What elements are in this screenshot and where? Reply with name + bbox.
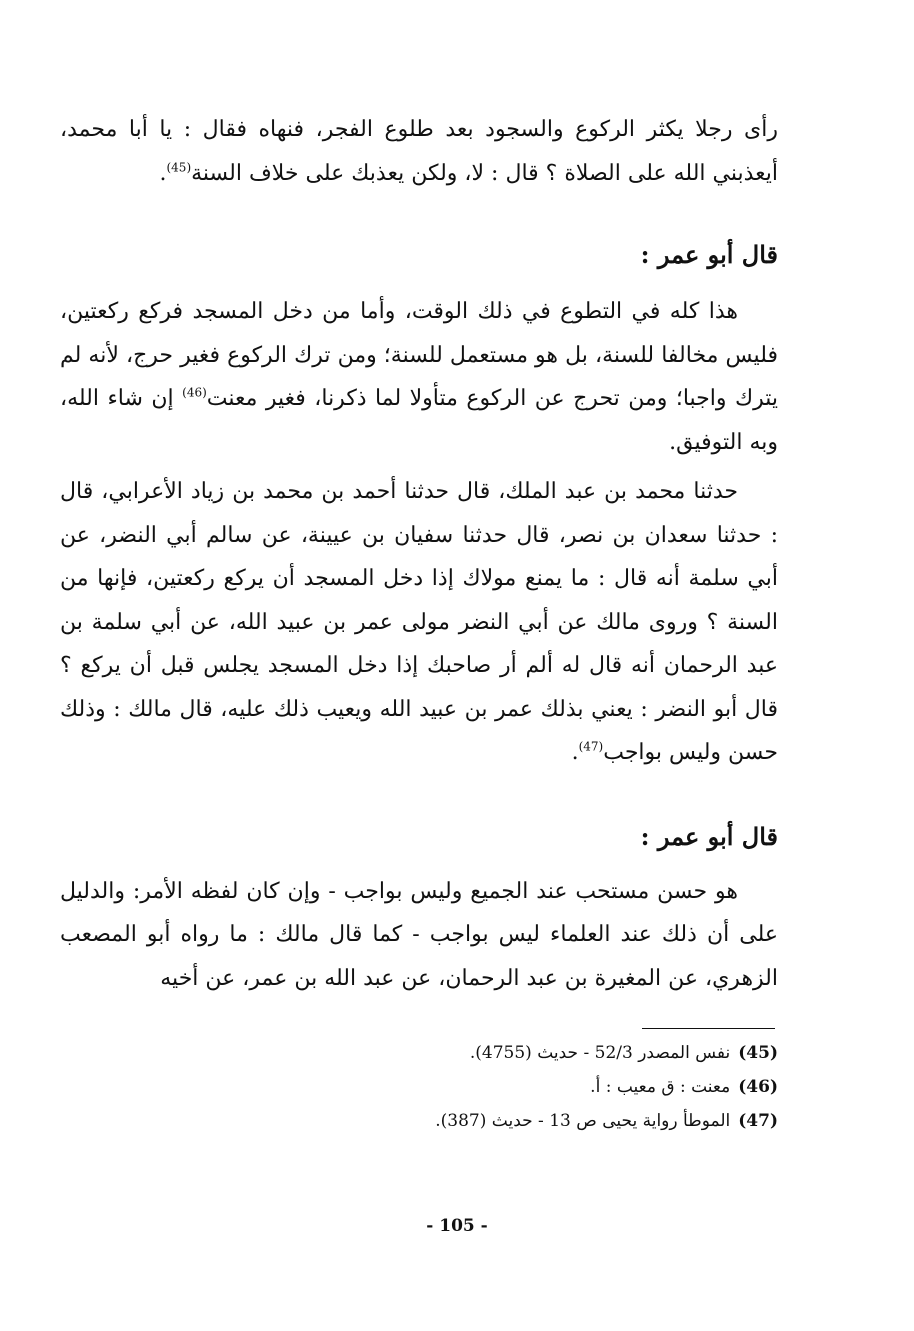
paragraph-2	[60, 290, 778, 464]
paragraph-3-text: حدثنا محمد بن عبد الملك، قال حدثنا أحمد بن محمد بن زياد الأعرابي، قال : حدثنا سعدان بن نصر، قال حدثنا سفيان بن عيينة، عن سالم أبي النضر، عن أبي سلمة أنه قال : ما يمنع مولاك إذا دخل المسجد أن يركع ركعتين، فإنها من السنة ؟ وروى مالك عن أبي النضر مولى عمر بن عبيد الله، عن أبي سلمة بن عبد الرحمان أنه قال له ألم أر صاحبك إذا دخل المسجد يجلس قبل أن يركع ؟ قال أبو النضر : يعني بذلك عمر بن عبيد الله ويعيب ذلك عليه، قال مالك : وذلك حسن وليس بواجب	[60, 479, 778, 765]
section-heading-1: قال أبو عمر :	[640, 240, 778, 269]
footnote-ref-47[interactable]: (47)	[578, 739, 604, 754]
page-number: - 105 -	[426, 1216, 488, 1236]
paragraph-2-text: هذا كله في التطوع في ذلك الوقت، وأما من دخل المسجد فركع ركعتين، فليس مخالفا للسنة، بل هو مستعمل للسنة؛ ومن ترك الركوع فغير حرج، لأنه لم يترك واجبا؛ ومن تحرج عن الركوع متأولا لما ذكرنا، فغير معنت	[60, 299, 779, 411]
spacer	[60, 775, 778, 815]
footnote-number: (45)	[738, 1043, 778, 1063]
paragraph-2-end: إن شاء الله، وبه التوفيق.	[60, 386, 778, 455]
footnote-ref-45[interactable]: (45)	[166, 160, 192, 175]
footnote-text: نفس المصدر 52/3 - حديث (4755).	[469, 1043, 731, 1063]
footnotes	[300, 1036, 778, 1138]
spacer	[60, 276, 778, 290]
paragraph-1-end: .	[159, 160, 167, 186]
paragraph-4-text: هو حسن مستحب عند الجميع وليس بواجب - وإن كان لفظه الأمر: والدليل على أن ذلك عند العلماء ليس بواجب - كما قال مالك : ما رواه أبو المصعب الزهري، عن المغيرة بن عبد الرحمان، عن عبد الله بن عمر، عن أخيه	[60, 878, 778, 991]
paragraph-3	[60, 470, 778, 775]
page-body	[60, 108, 778, 1000]
footnote-divider	[642, 1028, 775, 1029]
footnote-46	[300, 1070, 778, 1104]
footnote-47	[300, 1104, 778, 1138]
paragraph-3-end: .	[571, 740, 579, 765]
footnote-ref-46[interactable]: (46)	[182, 385, 207, 400]
spacer	[60, 858, 778, 870]
footnote-45	[300, 1036, 778, 1070]
footnote-text: الموطأ رواية يحيى ص 13 - حديث (387).	[435, 1111, 731, 1131]
section-heading-2: قال أبو عمر :	[640, 821, 778, 851]
footnote-text: معنت : ق معيب : أ.	[590, 1077, 731, 1097]
footnote-number: (47)	[738, 1111, 778, 1131]
footnote-number: (46)	[738, 1077, 778, 1097]
paragraph-1-text: رأى رجلا يكثر الركوع والسجود بعد طلوع الفجر، فنهاه فقال : يا أبا محمد، أيعذبني الله على الصلاة ؟ قال : لا، ولكن يعذبك على خلاف السنة	[60, 117, 778, 186]
paragraph-1	[60, 108, 778, 195]
paragraph-4	[60, 870, 778, 1001]
spacer	[60, 195, 778, 233]
